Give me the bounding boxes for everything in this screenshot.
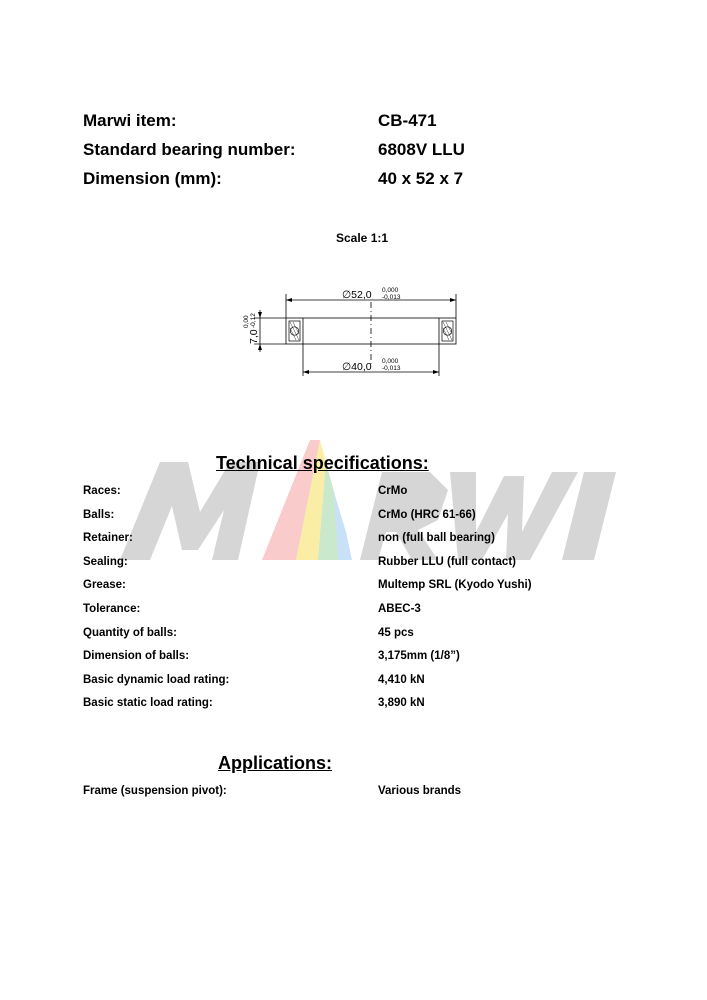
width-tol-lower: -0,12	[250, 313, 257, 328]
spec-label: Dimension of balls:	[83, 650, 190, 663]
spec-label: Frame (suspension pivot):	[83, 785, 227, 797]
spec-value: ABEC-3	[378, 603, 421, 615]
marwi-item-label: Marwi item:	[83, 111, 177, 130]
bearing-number-value: 6808V LLU	[378, 140, 465, 159]
marwi-item-value: CB-471	[378, 111, 437, 130]
spec-value: 3,890 kN	[378, 697, 425, 710]
spec-label: Balls:	[83, 508, 115, 521]
spec-label: Basic dynamic load rating:	[83, 673, 230, 686]
spec-label: Grease:	[83, 579, 126, 592]
width-dim-text: 7,0	[248, 329, 260, 344]
inner-tol-upper: 0,000	[382, 358, 399, 365]
ball-section-right	[442, 321, 453, 341]
applications-title: Applications:	[218, 753, 333, 773]
technical-title: Technical specifications:	[216, 453, 429, 473]
spec-label: Retainer:	[83, 532, 133, 545]
bearing-number-label: Standard bearing number:	[83, 140, 296, 159]
spec-value: Rubber LLU (full contact)	[378, 555, 516, 568]
dimension-value: 40 x 52 x 7	[378, 169, 464, 188]
spec-value: 4,410 kN	[378, 673, 425, 686]
spec-label: Basic static load rating:	[83, 697, 213, 710]
spec-value: 45 pcs	[378, 626, 414, 639]
spec-label: Races:	[83, 485, 121, 497]
outer-tol-lower: -0,013	[382, 294, 401, 301]
spec-label: Tolerance:	[83, 603, 141, 615]
inner-dim-text: ∅40,0	[342, 361, 372, 373]
scale-label: Scale 1:1	[336, 231, 389, 245]
spec-label: Quantity of balls:	[83, 626, 177, 639]
spec-value: 3,175mm (1/8”)	[378, 650, 460, 663]
bearing-drawing	[236, 280, 476, 380]
inner-tol-lower: -0,013	[382, 365, 401, 372]
spec-value: Multemp SRL (Kyodo Yushi)	[378, 579, 532, 592]
spec-value: non (full ball bearing)	[378, 532, 495, 545]
spec-value: CrMo	[378, 485, 408, 497]
outer-dim-text: ∅52,0	[342, 289, 372, 301]
spec-value: CrMo (HRC 61-66)	[378, 508, 476, 521]
ball-section-left	[289, 321, 300, 341]
spec-value: Various brands	[378, 785, 462, 797]
outer-tol-upper: 0,000	[382, 287, 399, 294]
dimension-label: Dimension (mm):	[83, 169, 222, 188]
spec-label: Sealing:	[83, 555, 128, 568]
logo-letter-m	[120, 462, 260, 560]
width-tol-upper: 0,00	[243, 315, 250, 328]
